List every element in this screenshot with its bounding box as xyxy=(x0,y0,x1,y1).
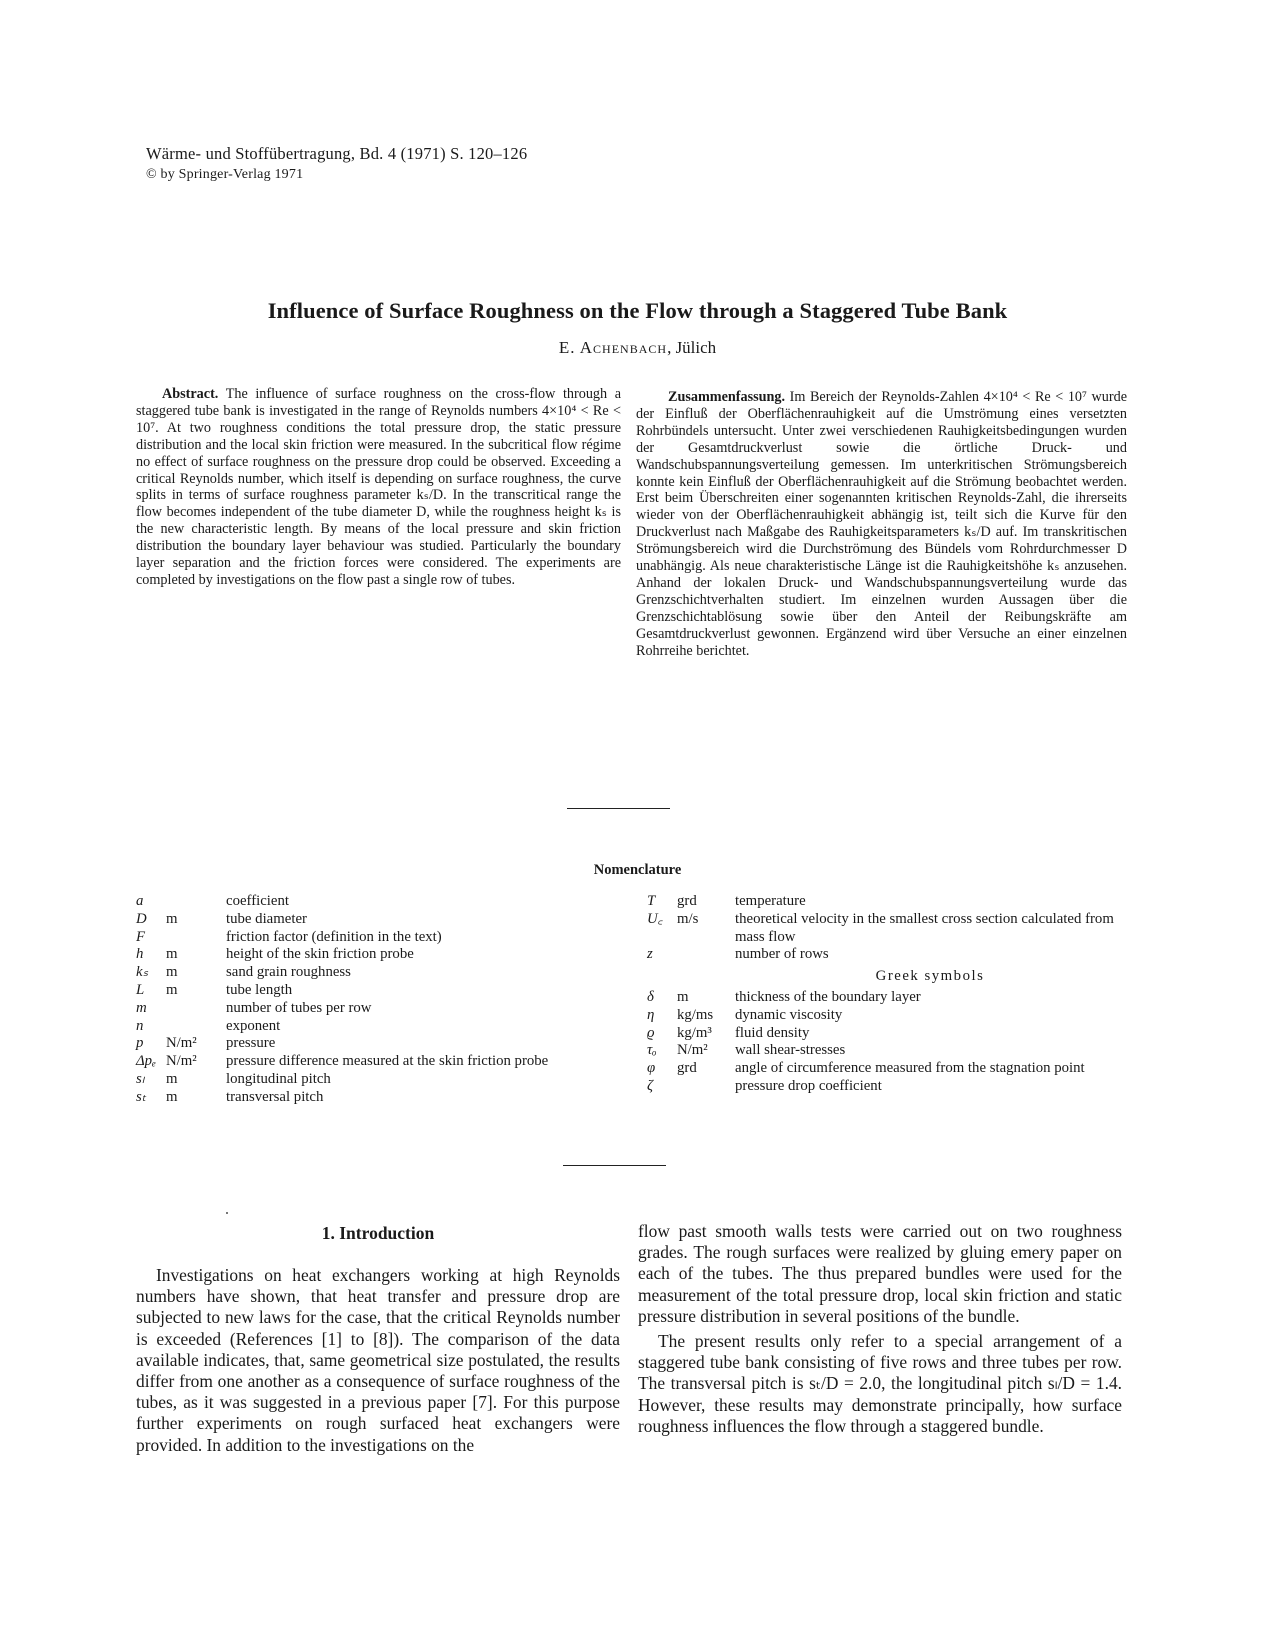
journal-citation xyxy=(146,143,527,185)
nomenclature-row xyxy=(647,1007,1125,1025)
nomenclature-description: temperature xyxy=(735,893,806,909)
nomenclature-unit: m xyxy=(166,910,178,927)
nomenclature-description: exponent xyxy=(226,1017,281,1034)
nomenclature-symbol: η xyxy=(647,1006,655,1023)
nomenclature-symbol: T xyxy=(647,893,656,909)
nomenclature-symbol: ϱ xyxy=(647,1024,655,1041)
nomenclature-unit: kg/ms xyxy=(677,1006,714,1023)
nomenclature-description: number of rows xyxy=(735,946,829,963)
nomenclature-row xyxy=(136,1053,606,1071)
nomenclature-symbol: kₛ xyxy=(136,964,149,981)
nomenclature-symbol: F xyxy=(136,928,146,945)
section-divider xyxy=(567,808,670,809)
abstract-text: The influence of surface roughness on the cross-flow through a staggered tube bank is investigated in the range of Reynolds numbers 4×10⁴ < Re < 10⁷. At two roughness conditions the total pressure drop, the static pressure distribution and the local skin friction were measured. In the subcritical flow régime no effect of surface roughness on the pressure drop could be observed. Exceeding a critical Reynolds number, which itself is depending on surface roughness, the curve splits in terms of surface roughness parameter kₛ/D. In the transcritical range the flow becomes independent of the tube diameter D, while the roughness height kₛ is the new characteristic length. By means of the local pressure and skin friction distribution the boundary layer behaviour was studied. Particularly the boundary layer separation and the friction forces were considered. The experiments are completed by investigations on the flow past a single row of tubes. xyxy=(136,386,621,588)
nomenclature-unit xyxy=(166,1018,226,1036)
journal-reference: Wärme- und Stoffübertragung, Bd. 4 (1971) S. 120–126 xyxy=(146,144,528,163)
nomenclature-symbol: τₒ xyxy=(647,1042,657,1059)
nomenclature-unit: m xyxy=(166,981,178,998)
nomenclature-row xyxy=(136,946,606,964)
nomenclature-row xyxy=(136,964,606,982)
nomenclature-row xyxy=(136,1018,606,1036)
nomenclature-description: friction factor (definition in the text) xyxy=(226,928,442,945)
nomenclature-description: pressure difference measured at the skin friction probe xyxy=(226,1053,549,1070)
nomenclature-right-column xyxy=(647,893,1125,1096)
nomenclature-row xyxy=(136,1089,606,1107)
paragraph: The present results only refer to a special arrangement of a staggered tube bank consisting of five rows and three tubes per row. The transversal pitch is sₜ/D = 2.0, the longitudinal pitch sₗ/D = 1.4. However, these results may demonstrate principally, how surface roughness influences the flow through a staggered bundle. xyxy=(638,1331,1122,1436)
nomenclature-row xyxy=(136,1000,606,1018)
nomenclature-unit: m xyxy=(166,964,178,981)
nomenclature-row xyxy=(136,1035,606,1053)
nomenclature-description: number of tubes per row xyxy=(226,999,372,1016)
author-name: E. Achenbach xyxy=(558,338,668,357)
nomenclature-heading: Nomenclature xyxy=(593,862,682,878)
nomenclature-symbol: h xyxy=(136,946,144,963)
scan-speck xyxy=(226,1212,228,1214)
nomenclature-symbol: sₜ xyxy=(136,1088,147,1105)
nomenclature-symbol: a xyxy=(136,893,144,909)
nomenclature-row xyxy=(647,893,1125,911)
nomenclature-description: transversal pitch xyxy=(226,1088,324,1105)
nomenclature-row xyxy=(136,911,606,929)
nomenclature-symbol: z xyxy=(647,946,653,963)
nomenclature-unit: kg/m³ xyxy=(677,1024,712,1041)
nomenclature-symbol: ζ xyxy=(647,1077,653,1094)
nomenclature-description: pressure xyxy=(226,1035,276,1052)
abstract-english xyxy=(136,386,621,589)
author-affiliation: , Jülich xyxy=(667,338,717,357)
nomenclature-description: tube diameter xyxy=(226,910,307,927)
nomenclature-description: angle of circumference measured from the stagnation point xyxy=(735,1060,1085,1077)
nomenclature-symbol: U꜀ xyxy=(647,910,663,927)
zusammenfassung-label: Zusammenfassung. xyxy=(668,389,786,405)
nomenclature-description: sand grain roughness xyxy=(226,964,351,981)
nomenclature-description: coefficient xyxy=(226,893,289,909)
nomenclature-symbol: p xyxy=(136,1035,144,1052)
nomenclature-unit xyxy=(166,893,226,911)
nomenclature-unit: N/m² xyxy=(166,1035,197,1052)
author-line xyxy=(0,338,1275,358)
nomenclature-row xyxy=(647,1042,1125,1060)
section-heading-introduction: 1. Introduction xyxy=(321,1223,435,1243)
nomenclature-row xyxy=(647,911,1125,947)
nomenclature-description: pressure drop coefficient xyxy=(735,1077,882,1094)
nomenclature-symbol: L xyxy=(136,981,145,998)
nomenclature-description: longitudinal pitch xyxy=(226,1070,331,1087)
abstract-german xyxy=(636,389,1127,660)
nomenclature-symbol: D xyxy=(136,910,147,927)
nomenclature-symbol: sₗ xyxy=(136,1070,145,1087)
nomenclature-unit: N/m² xyxy=(677,1042,708,1059)
nomenclature-symbol: n xyxy=(136,1017,144,1034)
nomenclature-unit xyxy=(166,929,226,947)
nomenclature-symbol: φ xyxy=(647,1060,656,1077)
body-column-left xyxy=(136,1265,620,1456)
nomenclature-symbol: m xyxy=(136,999,147,1016)
nomenclature-description: fluid density xyxy=(735,1024,810,1041)
nomenclature-description: wall shear-stresses xyxy=(735,1042,846,1059)
nomenclature-unit: m xyxy=(166,946,178,963)
nomenclature-row xyxy=(647,946,1125,964)
zusammenfassung-text: Im Bereich der Reynolds-Zahlen 4×10⁴ < Re < 10⁷ wurde der Einfluß der Oberflächenrauhigkeit auf die Umströmung eines versetzten Rohrbündels untersucht. Unter zwei verschiedenen Rauhigkeitsbedingungen wurden der Gesamtdruckverlust sowie die örtliche Druck- und Wandschubspannungsverteilung gemessen. Im unterkritischen Strömungsbereich konnte kein Einfluß der Oberflächenrauhigkeit auf die Strömung beobachtet werden. Erst beim Überschreiten einer sogenannten kritischen Reynolds-Zahl, die ihrerseits wieder von der Oberflächenrauhigkeit abhängig ist, teilt sich die Kurve für den Druckverlust nach Maßgabe des Rauhigkeitsparameters kₛ/D auf. Im transkritischen Strömungsbereich wird die Durchströmung des Bündels vom Rohrdurchmesser D unabhängig. Als neue charakteristische Länge ist die Rauhigkeitshöhe kₛ anzusehen. Anhand der lokalen Druck- und Wandschubspannungsverteilung wurde das Grenzschichtverhalten studiert. Im einzelnen wurden Aussagen über die Grenzschichtablösung sowie über den Anteil der Reibungskräfte am Gesamtdruckverlust gewonnen. Ergänzend wird über Versuche an einer einzelnen Rohrreihe berichtet. xyxy=(636,389,1127,659)
nomenclature-unit: grd xyxy=(677,1060,697,1077)
nomenclature-description: theoretical velocity in the smallest cross section calculated from mass flow xyxy=(735,910,1114,945)
nomenclature-symbol: Δpₑ xyxy=(136,1053,156,1070)
body-column-right xyxy=(638,1221,1122,1437)
nomenclature-unit: m xyxy=(677,988,689,1005)
nomenclature-row xyxy=(647,1025,1125,1043)
greek-symbols-heading: Greek symbols xyxy=(875,968,985,985)
copyright-line: © by Springer-Verlag 1971 xyxy=(146,167,304,182)
nomenclature-left-column xyxy=(136,893,606,1107)
nomenclature-unit: grd xyxy=(677,893,697,909)
nomenclature-unit: m/s xyxy=(677,910,699,927)
nomenclature-unit: m xyxy=(166,1070,178,1087)
nomenclature-row xyxy=(136,1071,606,1089)
nomenclature-description: thickness of the boundary layer xyxy=(735,988,921,1005)
nomenclature-unit xyxy=(677,1078,735,1096)
nomenclature-unit xyxy=(166,1000,226,1018)
paragraph: Investigations on heat exchangers working at high Reynolds numbers have shown, that heat transfer and pressure drop are subjected to new laws for the case, that the critical Reynolds number is exceeded (References [1] to [8]). The comparison of the data available indicates, that, same geometrical size postulated, the results differ from one another as a consequence of surface roughness of the tubes, as it was suggested in a previous paper [7]. For this purpose further experiments on rough surfaced heat exchangers were provided. In addition to the investigations on the xyxy=(136,1265,620,1455)
nomenclature-unit: N/m² xyxy=(166,1053,197,1070)
nomenclature-description: dynamic viscosity xyxy=(735,1006,843,1023)
article-title: Influence of Surface Roughness on the Flow through a Staggered Tube Bank xyxy=(267,298,1008,323)
section-divider xyxy=(563,1165,666,1166)
abstract-label: Abstract. xyxy=(162,386,219,402)
paragraph-continued: flow past smooth walls tests were carried out on two roughness grades. The rough surfaces were realized by gluing emery paper on each of the tubes. The thus prepared bundles were used for the measurement of the total pressure drop, local skin friction and static pressure distribution in several positions of the bundle. xyxy=(638,1221,1122,1326)
nomenclature-symbol: δ xyxy=(647,988,654,1005)
nomenclature-row xyxy=(647,1078,1125,1096)
nomenclature-row xyxy=(136,929,606,947)
nomenclature-row xyxy=(647,989,1125,1007)
nomenclature-row xyxy=(647,1060,1125,1078)
nomenclature-description: tube length xyxy=(226,981,293,998)
nomenclature-unit: m xyxy=(166,1088,178,1105)
nomenclature-row xyxy=(136,893,606,911)
nomenclature-description: height of the skin friction probe xyxy=(226,946,414,963)
nomenclature-row xyxy=(136,982,606,1000)
nomenclature-unit xyxy=(677,946,735,964)
